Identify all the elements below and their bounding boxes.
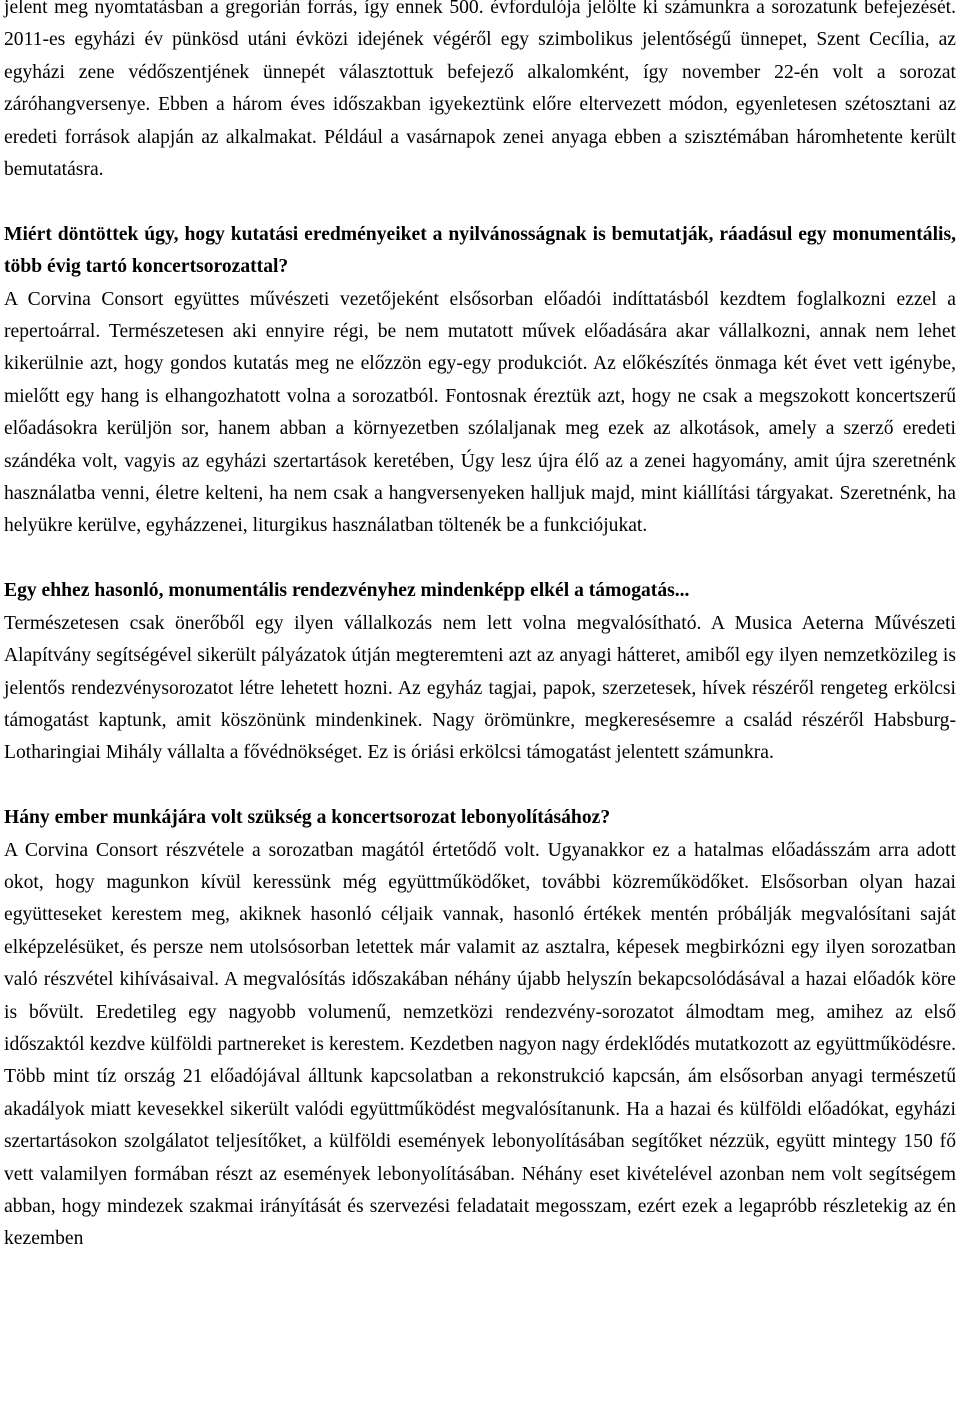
interview-answer: A Corvina Consort részvétele a sorozatban magától értetődő volt. Ugyanakkor ez a hatalmas előadásszám arra adott okot, hogy magunkon kívül keressünk még együttműködőket, további közreműködőket. Elsősorban olyan hazai együtteseket kerestem meg, akiknek hasonló céljaik vannak, hasonló értékek mentén próbálják megvalósítani saját elképzelésüket, és persze nem utolsósorban letettek már valamit az asztalra, képesek megbirkózni egy ilyen sorozatban való részvétel kihívásaival. A megvalósítás időszakában néhány újabb helyszín bekapcsolódásával a hazai előadók köre is bővült. Eredetileg egy nagyobb volumenű, nemzetközi rendezvény-sorozatot álmodtam meg, amihez az első időszaktól kezdve külföldi partnereket is kerestem. Kezdetben nagyon nagy érdeklődés mutatkozott az együttműködésre. Több mint tíz ország 21 előadójával álltunk kapcsolatban a rekonstrukció kapcsán, ám elsősorban anyagi természetű akadályok miatt kevesekkel sikerült valódi együttműködést megvalósítanunk. Ha a hazai és külföldi előadókat, egyházi szertartásokon szolgálatot teljesítőket, a külföldi események lebonyolításában segítőket nézzük, együtt mintegy 150 fő vett valamilyen formában részt az események lebonyolításában. Néhány eset kivételével azonban nem volt segítségem abban, hogy mindezek szakmai irányítását és szervezési feladatait megosszam, ezért ezek a legapróbb részletekig az én kezemben: [4, 839, 956, 1250]
paragraph-spacer: [4, 186, 956, 218]
section-why-public: [4, 219, 956, 543]
paragraph-spacer: [4, 770, 956, 802]
intro-paragraph: jelent meg nyomtatásban a gregorián forrás, így ennek 500. évfordulója jelölte ki számunkra a sorozatunk befejezését. 2011-es egyházi év pünkösd utáni évközi idejének végéről egy szimbolikus jelentőségű ünnepet, Szent Cecília, az egyházi zene védőszentjének ünnepét választottuk befejező alkalomként, így november 22-én volt a sorozat záróhangversenye. Ebben a három éves időszakban igyekeztünk előre eltervezett módon, egyenletesen szétosztani az eredeti források alapján az alkalmakat. Például a vasárnapok zenei anyaga ebben a szisztémában háromhetente került bemutatásra.: [4, 0, 956, 181]
document-page: [4, 0, 956, 1256]
interview-question: Miért döntöttek úgy, hogy kutatási eredményeiket a nyilvánosságnak is bemutatják, ráadásul egy monumentális, több évig tartó koncertsorozattal?: [4, 223, 956, 278]
section-organisation: [4, 802, 956, 1256]
interview-answer: A Corvina Consort együttes művészeti vezetőjeként elsősorban előadói indíttatásból kezdtem foglalkozni ezzel a repertoárral. Természetesen aki ennyire régi, be nem mutatott művek előadására akar vállalkozni, annak nem lehet kikerülnie azt, hogy gondos kutatás meg ne előzzön egy-egy produkciót. Az előkészítés önmaga két évet vett igénybe, mielőtt egy hang is elhangozhatott volna a sorozatból. Fontosnak éreztük azt, hogy ne csak a megszokott koncertszerű előadásokra kerüljön sor, hanem abban a környezetben szólaljanak meg ezek az alkotások, amely a szerző eredeti szándéka volt, vagyis az egyházi szertartások keretében, Úgy lesz újra élő az a zenei hagyomány, amit újra szeretnénk használatba venni, életre kelteni, ha nem csak a hangversenyeken halljuk majd, mint kiállítási tárgyakat. Szeretnénk, ha helyükre kerülve, egyházzenei, liturgikus használatban töltenék be a funkciójukat.: [4, 288, 956, 537]
paragraph-spacer: [4, 543, 956, 575]
interview-answer: Természetesen csak önerőből egy ilyen vállalkozás nem lett volna megvalósítható. A Musica Aeterna Művészeti Alapítvány segítségével sikerült pályázatok útján megteremteni azt az anyagi hátteret, amiből egy ilyen nemzetközileg is jelentős rendezvénysorozatot létre lehetett hozni. Az egyház tagjai, papok, szerzetesek, hívek részéről rengeteg erkölcsi támogatást kaptunk, amit köszönünk mindenkinek. Nagy örömünkre, megkeresésemre a család részéről Habsburg-Lotharingiai Mihály vállalta a fővédnökséget. Ez is óriási erkölcsi támogatást jelentett számunkra.: [4, 612, 956, 764]
interview-question: Hány ember munkájára volt szükség a koncertsorozat lebonyolításához?: [4, 807, 611, 829]
section-support: [4, 575, 956, 769]
interview-question: Egy ehhez hasonló, monumentális rendezvényhez mindenképp elkél a támogatás...: [4, 580, 690, 602]
